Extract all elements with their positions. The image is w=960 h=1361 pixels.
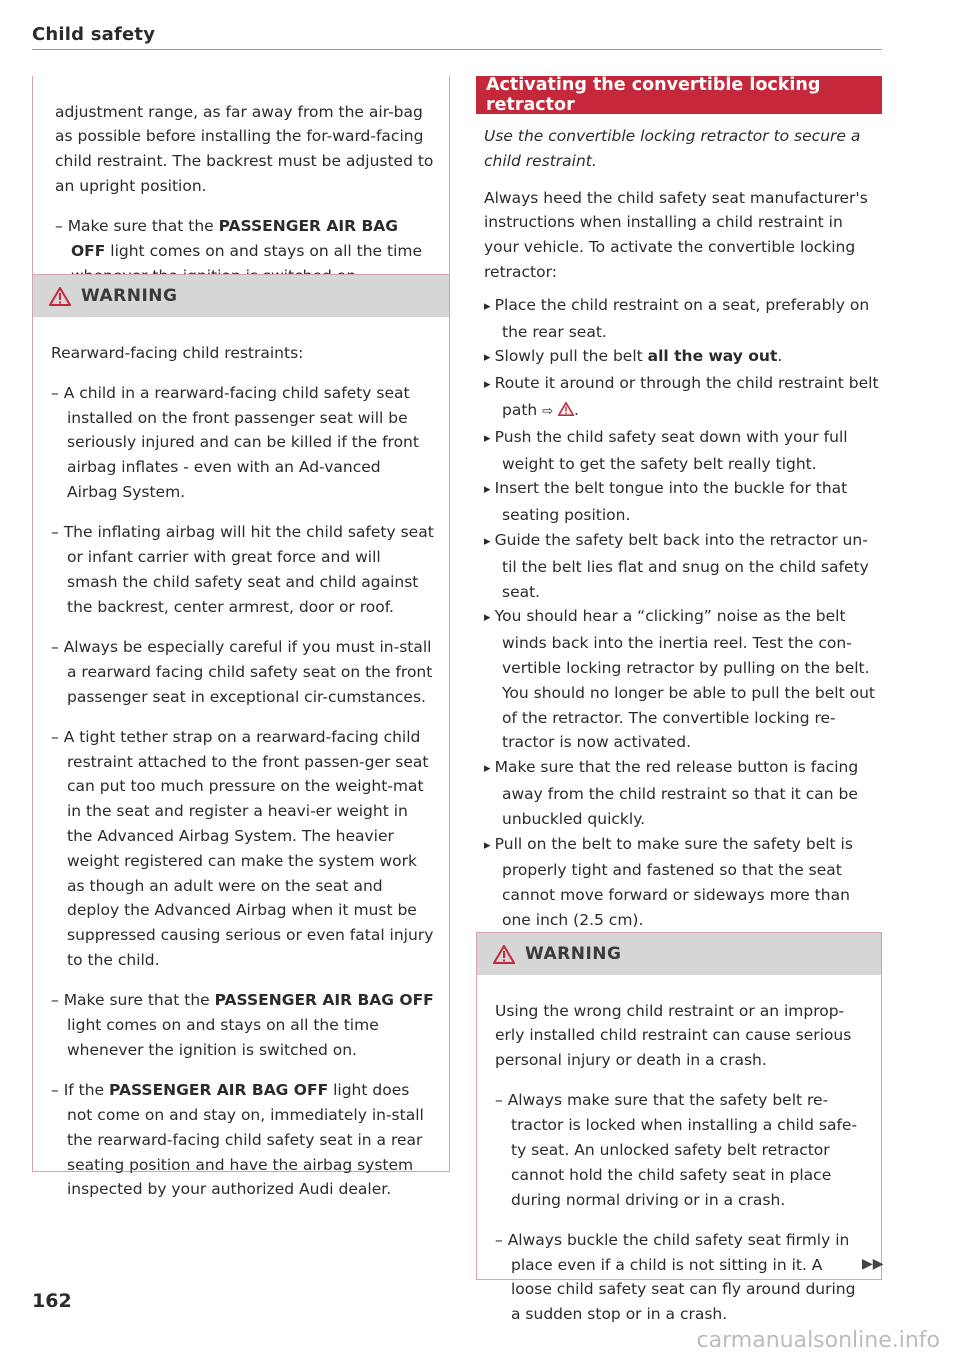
- warning-header: [477, 933, 881, 975]
- warning-title: WARNING: [525, 943, 622, 964]
- warning-item: – Make sure that the PASSENGER AIR BAG OFF light comes on and stays on all the time whenever the ignition is switched on.: [51, 988, 435, 1062]
- warning-triangle-icon: [49, 287, 71, 306]
- step-item: ▸ Route it around or through the child restraint belt path ⇨ .: [484, 371, 882, 425]
- section-lead: Use the convertible locking retractor to secure a child restraint.: [484, 127, 861, 170]
- instruction-item: – Make sure that the PASSENGER AIR BAG OFF light comes on and stays on all the time: [55, 214, 435, 288]
- warning-item: – Always be especially careful if you must in-stall a rearward facing child safety seat on the front passenger seat in exceptional cir-cumstances.: [51, 635, 435, 709]
- warning-title: WARNING: [81, 285, 178, 306]
- warning-box-left: [32, 274, 450, 1199]
- warning-header: [33, 275, 449, 317]
- warning-item: – A child in a rearward-facing child safety seat installed on the front passenger seat will be seriously injured and can be killed if the front airbag inflates - even with an Ad-vanced Airbag System.: [51, 381, 435, 505]
- step-item: ▸ Push the child safety seat down with your full weight to get the safety belt really tight.: [484, 425, 882, 477]
- warning-intro: Rearward-facing child restraints:: [51, 343, 304, 362]
- warning-intro: Using the wrong child restraint or an improp-erly installed child restraint can cause serious personal injury or death in a crash.: [495, 1001, 852, 1070]
- section-intro: Always heed the child safety seat manufacturer's instructions when installing a child restraint in your vehicle. To activate the convertible locking retractor:: [484, 188, 868, 281]
- warning-item: – A tight tether strap on a rearward-facing child restraint attached to the front passen-ger seat can put too much pressure on the weight-mat in the seat and register a heavi-er weight in the Advanced Airbag System. The heavier weight registered can make the system work as though an adult were on the seat and deploy the Advanced Airbag when it must be suppressed causing serious or even fatal injury to the child.: [51, 725, 435, 973]
- step-item: ▸ Make sure that the red release button is facing away from the child restraint so that it can be unbuckled quickly.: [484, 755, 882, 831]
- step-item: ▸ Guide the safety belt back into the retractor un-til the belt lies flat and snug on the child safety seat.: [484, 528, 882, 604]
- page-header-title: Child safety: [32, 24, 156, 45]
- warning-item: – If the PASSENGER AIR BAG OFF light does not come on and stay on, immediately in-stall the rearward-facing child safety seat in a rear seating position and have the airbag system inspected by your authorized Audi dealer.: [51, 1078, 435, 1202]
- step-item: ▸ You should hear a “clicking” noise as the belt winds back into the inertia reel. Test the con-vertible locking retractor by pulling on the belt. You should no longer be able to pull the belt out of the retractor. The convertible locking re-tractor is now activated.: [484, 604, 882, 755]
- continued-paragraph: adjustment range, as far away from the air-bag as possible before installing the for-ward-facing child restraint. The backrest must be adjusted to an upright position.: [55, 102, 434, 195]
- section-body: [484, 124, 882, 933]
- warning-triangle-icon: [493, 945, 515, 964]
- step-item: ▸ Place the child restraint on a seat, preferably on the rear seat.: [484, 293, 882, 345]
- warning-item: – Always make sure that the safety belt re-tractor is locked when installing a child safe-ty seat. An unlocked safety belt retractor cannot hold the child safety seat in place during normal driving or in a crash.: [495, 1088, 867, 1212]
- watermark: carmanualsonline.info: [696, 1328, 940, 1353]
- continue-arrow-icon: ▶▶: [862, 1256, 884, 1272]
- page-number: 162: [32, 1290, 72, 1312]
- warning-ref-icon: [558, 402, 574, 416]
- warning-item: – Always buckle the child safety seat firmly in place even if a child is not sitting in it. A loose child safety seat can fly around during a sudden stop or in a crash.: [495, 1228, 867, 1327]
- warning-box-right: [476, 932, 882, 1324]
- reference-arrow-icon: ⇨: [542, 403, 554, 419]
- step-item: ▸ Slowly pull the belt all the way out.: [484, 344, 882, 371]
- header-divider: [32, 49, 882, 50]
- warning-item: – The inflating airbag will hit the child safety seat or infant carrier with great force and will smash the child safety seat and child against the backrest, center armrest, door or roof.: [51, 520, 435, 619]
- step-item: ▸ Insert the belt tongue into the buckle for that seating position.: [484, 476, 882, 528]
- section-heading: Activating the convertible locking retractor: [476, 76, 882, 114]
- step-item: ▸ Pull on the belt to make sure the safety belt is properly tight and fastened so that the seat cannot move forward or sideways more than one inch (2.5 cm).: [484, 832, 882, 933]
